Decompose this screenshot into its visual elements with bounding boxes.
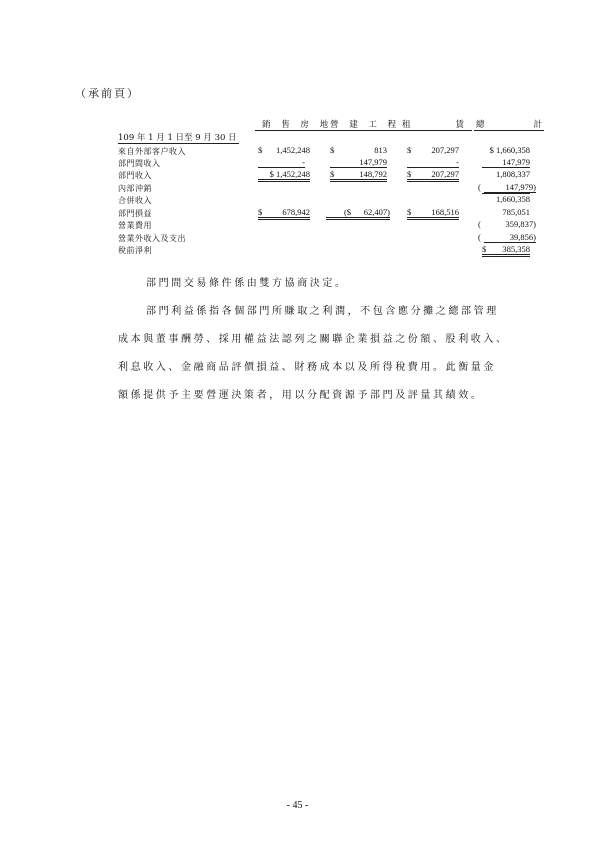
- row-label-elimination: 內部沖銷: [118, 184, 152, 193]
- row-label-consolidated-revenue: 合併收入: [118, 196, 152, 205]
- cell-external-c1: 1,452,248: [276, 145, 310, 155]
- cell-profit-c3: 168,516: [416, 207, 459, 220]
- row-label-pretax-income: 稅前淨利: [118, 246, 152, 255]
- paragraph-profit-line-4: 額係提供予主要營運決策者，用以分配資源予部門及評量其績效。: [118, 390, 484, 401]
- row-label-operating-expenses: 營業費用: [118, 221, 152, 230]
- cell-profit-c4: 785,051: [502, 207, 530, 217]
- paragraph-profit-line-1: 部門利益係指各個部門所賺取之利潤，不包含應分攤之總部管理: [146, 306, 499, 317]
- paragraph-profit-line-3: 利息收入、金融商品評價損益、財務成本以及所得稅費用。此衡量金: [118, 362, 496, 373]
- consol-top-rule: [482, 193, 530, 194]
- cell-segrev-c1: $ 1,452,248: [258, 169, 310, 182]
- cell-opex-c4: 359,837): [505, 219, 536, 229]
- cell-segrev-c2-sign: $: [330, 169, 339, 182]
- cell-opex-paren: (: [478, 219, 481, 229]
- column-header-rental-text: 租 賃: [402, 120, 464, 130]
- cell-external-c1-sign: $: [258, 145, 263, 155]
- page-number: - 45 -: [286, 800, 309, 811]
- cell-inter-c4: 147,979: [482, 157, 530, 168]
- paragraph-profit-line-2: 成本與董事酬勞、採用權益法認列之關聯企業損益之份額、股利收入、: [118, 334, 509, 345]
- cell-pretax-c4-sign: $: [482, 244, 491, 257]
- cell-profit-c3-sign: $: [407, 207, 416, 220]
- row-label-segment-revenue: 部門收入: [118, 171, 152, 180]
- cell-inter-c2: 147,979: [330, 157, 387, 168]
- cell-elim-c4: 147,979): [484, 182, 536, 193]
- cell-external-c3: 207,297: [431, 145, 459, 155]
- cell-external-c3-sign: $: [407, 145, 412, 155]
- period-label: 109 年 1 月 1 日至 9 月 30 日: [118, 133, 237, 143]
- column-header-rental: [402, 118, 464, 130]
- header-rule-4: [474, 130, 544, 131]
- continued-note: （承前頁）: [75, 87, 140, 100]
- cell-segrev-c3-sign: $: [407, 169, 416, 182]
- cell-profit-c1-sign: $: [258, 207, 267, 220]
- cell-pretax-c4: 385,358: [491, 244, 530, 257]
- column-header-real-estate: 銷 售 房 地: [262, 120, 333, 130]
- row-label-inter-revenue: 部門間收入: [118, 159, 161, 168]
- paragraph-transaction-terms: 部門間交易條件係由雙方協商決定。: [146, 278, 348, 289]
- row-label-non-operating: 營業外收入及支出: [118, 234, 186, 243]
- header-rule-2: [326, 130, 398, 131]
- column-header-total: [476, 118, 542, 130]
- row-label-external-revenue: 來自外部客户收入: [118, 147, 186, 156]
- cell-profit-c1: 678,942: [267, 207, 310, 220]
- column-header-total-text: 總 計: [476, 120, 542, 130]
- cell-profit-c2: ($ 62,407): [326, 207, 390, 220]
- cell-segrev-c3: 207,297: [416, 169, 459, 182]
- cell-inter-c3: -: [407, 157, 459, 168]
- cell-external-c4: $ 1,660,358: [489, 145, 530, 155]
- column-header-construction: 營 建 工 程: [330, 120, 401, 130]
- cell-nonop-c4: 39,856): [484, 232, 536, 243]
- header-rule-3: [398, 130, 472, 131]
- cell-segrev-c2: 148,792: [339, 169, 387, 182]
- cell-segrev-c4: 1,808,337: [496, 169, 530, 179]
- cell-consol-c4: 1,660,358: [496, 194, 530, 204]
- cell-external-c2-sign: $: [330, 145, 335, 155]
- header-rule-1: [255, 130, 326, 131]
- cell-inter-c1: -: [258, 157, 305, 168]
- cell-external-c2: 813: [374, 145, 387, 155]
- cell-elim-paren: (: [478, 182, 481, 192]
- cell-nonop-paren: (: [478, 232, 481, 242]
- row-label-segment-profit: 部門損益: [118, 209, 152, 218]
